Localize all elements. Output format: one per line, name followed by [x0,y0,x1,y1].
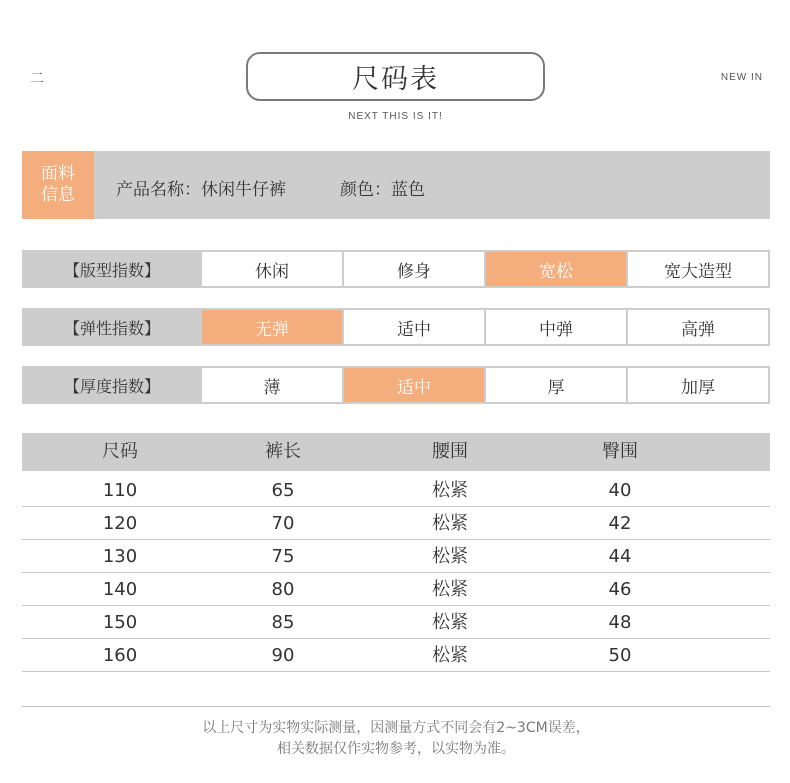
cell-length: 75 [271,546,295,567]
cell-waist: 松紧 [432,513,468,534]
divider [22,706,770,707]
new-in-label: NEW IN [720,72,763,83]
cell-hip: 42 [608,513,632,534]
thickness-option-extra-thick: 加厚 [628,368,768,402]
cell-hip: 44 [608,546,632,567]
fit-option-casual: 休闲 [202,252,342,286]
cell-size: 150 [102,612,138,633]
header-size: 尺码 [102,441,138,462]
note-line-2: 相关数据仅作实物参考，以实物为准。 [277,741,515,757]
page-subtitle: NEXT THIS IS IT! [348,111,443,122]
header-waist: 腰围 [432,441,468,462]
product-name: 产品名称：休闲牛仔裤 [116,180,286,200]
page-title: 尺码表 [246,52,545,101]
stretch-option-medium: 中弹 [486,310,626,344]
stretch-index-label: 【弹性指数】 [24,310,200,344]
left-mark: 二 [30,71,45,87]
cell-waist: 松紧 [432,645,468,666]
header-hip: 臀围 [602,441,638,462]
product-color: 颜色：蓝色 [340,180,425,200]
table-row [22,507,770,540]
thickness-option-thick: 厚 [486,368,626,402]
note-line-1: 以上尺寸为实物实际测量，因测量方式不同会有2~3CM误差， [202,720,590,736]
fit-index-label: 【版型指数】 [24,252,200,286]
fabric-info-bar [22,151,770,219]
table-row [22,639,770,672]
cell-hip: 40 [608,480,632,501]
table-row [22,573,770,606]
fabric-info-tag: 面料信息 [22,151,94,219]
cell-waist: 松紧 [432,546,468,567]
thickness-option-thin: 薄 [202,368,342,402]
fit-option-loose: 宽松 [486,252,626,286]
fit-option-slim: 修身 [344,252,484,286]
cell-size: 140 [102,579,138,600]
table-row [22,540,770,573]
thickness-index-label: 【厚度指数】 [24,368,200,402]
cell-hip: 46 [608,579,632,600]
cell-length: 70 [271,513,295,534]
cell-length: 90 [271,645,295,666]
fit-option-oversized: 宽大造型 [628,252,768,286]
stretch-option-none: 无弹 [202,310,342,344]
stretch-option-moderate: 适中 [344,310,484,344]
cell-size: 120 [102,513,138,534]
cell-size: 160 [102,645,138,666]
thickness-option-moderate: 适中 [344,368,484,402]
fit-index-row [22,250,770,288]
cell-waist: 松紧 [432,480,468,501]
table-row [22,606,770,639]
stretch-option-high: 高弹 [628,310,768,344]
cell-length: 65 [271,480,295,501]
cell-length: 80 [271,579,295,600]
cell-hip: 50 [608,645,632,666]
cell-hip: 48 [608,612,632,633]
stretch-index-row [22,308,770,346]
cell-size: 110 [102,480,138,501]
table-row [22,474,770,507]
cell-waist: 松紧 [432,612,468,633]
cell-size: 130 [102,546,138,567]
cell-length: 85 [271,612,295,633]
thickness-index-row [22,366,770,404]
cell-waist: 松紧 [432,579,468,600]
size-table-header [22,433,770,471]
header-length: 裤长 [265,441,301,462]
